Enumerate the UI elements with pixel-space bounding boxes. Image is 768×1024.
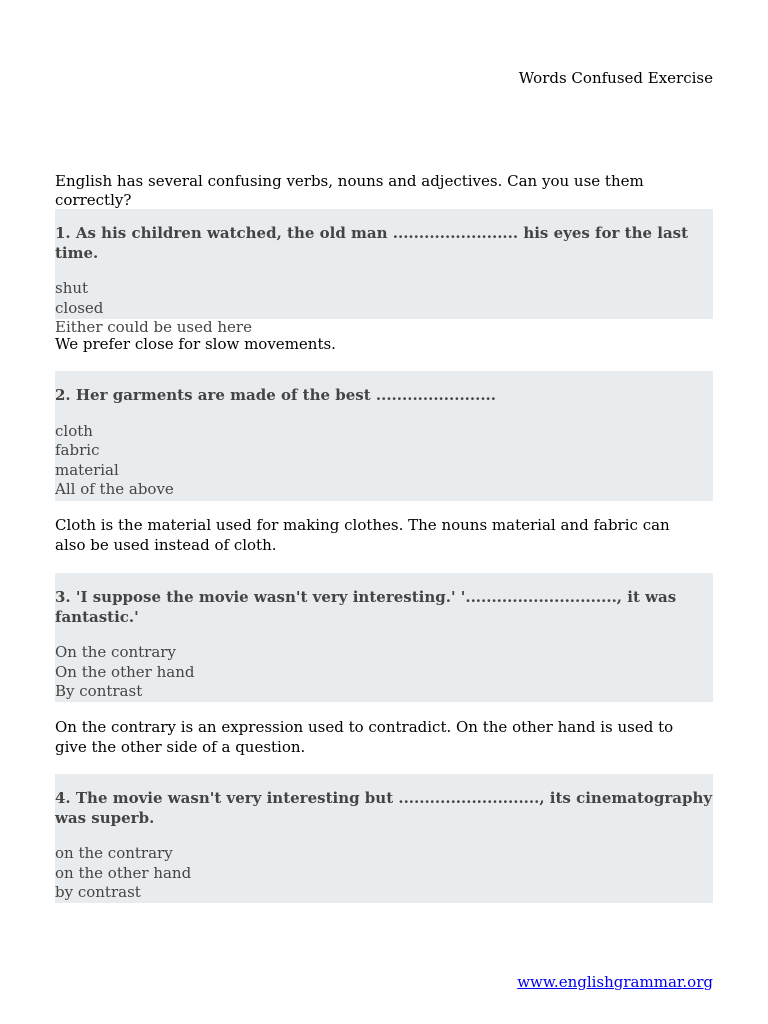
- page-header-title: Words Confused Exercise: [518, 69, 713, 87]
- explanation-3: On the contrary is an expression used to contradict. On the other hand is used to give the other side of a question.: [55, 718, 674, 756]
- options-list-3: [55, 627, 713, 702]
- option-item[interactable]: All of the above: [55, 480, 174, 498]
- option-item[interactable]: shut: [55, 279, 89, 297]
- options-list-2: [55, 406, 713, 500]
- option-item[interactable]: by contrast: [55, 883, 141, 901]
- question-box-3: [55, 573, 713, 702]
- option-item[interactable]: On the other hand: [55, 662, 195, 681]
- option-item[interactable]: cloth: [55, 421, 93, 440]
- intro-text: English has several confusing verbs, nouns and adjectives. Can you use them correctly?: [55, 172, 644, 209]
- option-item[interactable]: fabric: [55, 441, 100, 459]
- option-item[interactable]: material: [55, 460, 119, 479]
- question-box-1: [55, 209, 713, 336]
- question-text-4: 4. The movie wasn't very interesting but ..........................., its cinematography was superb.: [55, 789, 713, 827]
- explanation-2: Cloth is the material used for making clothes. The nouns material and fabric can also be used instead of cloth.: [55, 516, 670, 554]
- option-item[interactable]: By contrast: [55, 682, 143, 700]
- question-box-4: [55, 774, 713, 903]
- question-text-2: 2. Her garments are made of the best .......................: [55, 386, 496, 404]
- options-list-1: [55, 263, 713, 338]
- option-item[interactable]: on the other hand: [55, 863, 192, 882]
- option-item[interactable]: On the contrary: [55, 643, 176, 661]
- question-text-3: 3. 'I suppose the movie wasn't very interesting.' '............................., it was fantastic.': [55, 588, 677, 626]
- option-item[interactable]: on the contrary: [55, 844, 173, 862]
- option-item[interactable]: closed: [55, 298, 104, 317]
- footer-website-link[interactable]: www.englishgrammar.org: [517, 973, 713, 991]
- options-list-4: [55, 828, 713, 903]
- explanation-1: We prefer close for slow movements.: [55, 335, 336, 353]
- question-text-1: 1. As his children watched, the old man ........................ his eyes for the last time.: [55, 224, 689, 262]
- question-box-2: [55, 371, 713, 501]
- option-item[interactable]: Either could be used here: [55, 318, 252, 336]
